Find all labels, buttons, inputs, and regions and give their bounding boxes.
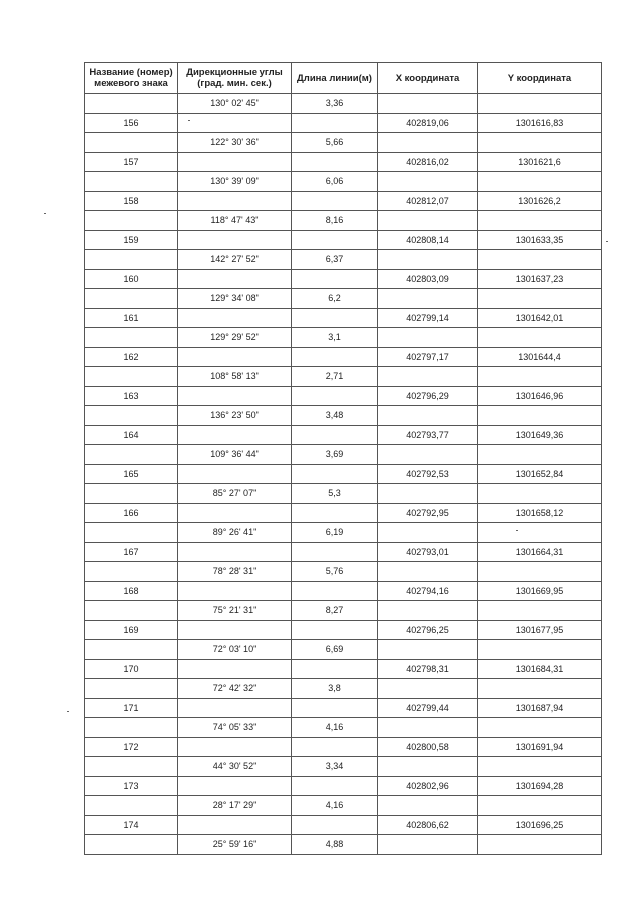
cell-x-coordinate: 402792,53	[378, 464, 478, 484]
cell-y-coordinate: 1301687,94	[478, 698, 602, 718]
cell-direction-angle: 75° 21' 31"	[178, 601, 292, 621]
table-row-point	[85, 698, 602, 718]
table-row-point	[85, 737, 602, 757]
cell-direction-angle: 28° 17' 29"	[178, 796, 292, 816]
cell-empty	[478, 289, 602, 309]
cell-line-length: 6,2	[292, 289, 378, 309]
table-row-point	[85, 464, 602, 484]
cell-x-coordinate: 402802,96	[378, 776, 478, 796]
table-row-segment	[85, 484, 602, 504]
cell-empty	[292, 347, 378, 367]
table-row-point	[85, 113, 602, 133]
cell-empty	[292, 542, 378, 562]
header-x-coordinate: X координата	[378, 63, 478, 94]
cell-marker-name: 159	[85, 230, 178, 250]
cell-empty	[478, 94, 602, 114]
cell-marker-name: 157	[85, 152, 178, 172]
cell-empty	[378, 445, 478, 465]
cell-empty	[478, 835, 602, 855]
cell-empty	[178, 698, 292, 718]
cell-marker-name: 158	[85, 191, 178, 211]
table-row-point	[85, 347, 602, 367]
cell-empty	[178, 113, 292, 133]
cell-direction-angle: 72° 42' 32"	[178, 679, 292, 699]
cell-empty	[378, 133, 478, 153]
cell-marker-name: 163	[85, 386, 178, 406]
table-row-segment	[85, 289, 602, 309]
cell-empty	[292, 152, 378, 172]
cell-empty	[292, 659, 378, 679]
scan-speck	[606, 241, 608, 242]
cell-empty	[178, 620, 292, 640]
cell-y-coordinate: 1301684,31	[478, 659, 602, 679]
cell-empty	[378, 406, 478, 426]
cell-empty	[378, 211, 478, 231]
cell-empty	[178, 815, 292, 835]
cell-x-coordinate: 402798,31	[378, 659, 478, 679]
cell-empty	[478, 367, 602, 387]
cell-line-length: 3,36	[292, 94, 378, 114]
table-row-point	[85, 776, 602, 796]
cell-x-coordinate: 402793,77	[378, 425, 478, 445]
table-row-segment	[85, 562, 602, 582]
table-row-segment	[85, 796, 602, 816]
cell-y-coordinate: 1301642,01	[478, 308, 602, 328]
header-direction-angle: Дирекционные углы (град. мин. сек.)	[178, 63, 292, 94]
cell-line-length: 5,76	[292, 562, 378, 582]
cell-empty	[85, 133, 178, 153]
cell-empty	[85, 250, 178, 270]
table-row-segment	[85, 367, 602, 387]
cell-marker-name: 161	[85, 308, 178, 328]
table-row-point	[85, 191, 602, 211]
table-row-segment	[85, 523, 602, 543]
cell-empty	[378, 835, 478, 855]
cell-y-coordinate: 1301644,4	[478, 347, 602, 367]
cell-empty	[178, 503, 292, 523]
cell-direction-angle: 89° 26' 41"	[178, 523, 292, 543]
scan-speck	[44, 213, 46, 214]
cell-marker-name: 171	[85, 698, 178, 718]
cell-line-length: 8,16	[292, 211, 378, 231]
cell-empty	[292, 464, 378, 484]
cell-empty	[378, 94, 478, 114]
table-row-segment	[85, 718, 602, 738]
cell-empty	[478, 406, 602, 426]
cell-empty	[378, 757, 478, 777]
cell-empty	[378, 250, 478, 270]
cell-line-length: 8,27	[292, 601, 378, 621]
cell-empty	[478, 718, 602, 738]
cell-x-coordinate: 402819,06	[378, 113, 478, 133]
table-row-point	[85, 425, 602, 445]
table-row-segment	[85, 172, 602, 192]
cell-empty	[292, 230, 378, 250]
table-row-point	[85, 542, 602, 562]
cell-empty	[378, 523, 478, 543]
cell-empty	[178, 308, 292, 328]
cell-empty	[85, 406, 178, 426]
cell-y-coordinate: 1301646,96	[478, 386, 602, 406]
cell-empty	[292, 308, 378, 328]
table-row-segment	[85, 328, 602, 348]
cell-x-coordinate: 402808,14	[378, 230, 478, 250]
cell-marker-name: 167	[85, 542, 178, 562]
cell-direction-angle: 78° 28' 31"	[178, 562, 292, 582]
cell-marker-name: 173	[85, 776, 178, 796]
cell-x-coordinate: 402799,14	[378, 308, 478, 328]
cell-line-length: 5,3	[292, 484, 378, 504]
cell-x-coordinate: 402794,16	[378, 581, 478, 601]
cell-empty	[292, 191, 378, 211]
cell-line-length: 2,71	[292, 367, 378, 387]
cell-empty	[378, 718, 478, 738]
table-row-segment	[85, 406, 602, 426]
cell-empty	[85, 796, 178, 816]
cell-marker-name: 162	[85, 347, 178, 367]
cell-empty	[292, 425, 378, 445]
table-row-point	[85, 308, 602, 328]
cell-line-length: 6,06	[292, 172, 378, 192]
cell-direction-angle: 129° 29' 52"	[178, 328, 292, 348]
header-y-coordinate: Y координата	[478, 63, 602, 94]
cell-empty	[478, 640, 602, 660]
cell-line-length: 6,37	[292, 250, 378, 270]
cell-empty	[85, 679, 178, 699]
cell-empty	[178, 542, 292, 562]
cell-empty	[378, 367, 478, 387]
cell-line-length: 6,19	[292, 523, 378, 543]
cell-empty	[478, 445, 602, 465]
cell-marker-name: 160	[85, 269, 178, 289]
cell-y-coordinate: 1301658,12	[478, 503, 602, 523]
cell-y-coordinate: 1301637,23	[478, 269, 602, 289]
cell-empty	[292, 776, 378, 796]
cell-empty	[178, 191, 292, 211]
cell-empty	[378, 601, 478, 621]
cell-line-length: 4,16	[292, 796, 378, 816]
cell-y-coordinate: 1301633,35	[478, 230, 602, 250]
cell-marker-name: 170	[85, 659, 178, 679]
cell-empty	[478, 601, 602, 621]
cell-empty	[178, 230, 292, 250]
cell-empty	[292, 386, 378, 406]
cell-direction-angle: 85° 27' 07"	[178, 484, 292, 504]
cell-empty	[85, 601, 178, 621]
cell-line-length: 3,1	[292, 328, 378, 348]
table-row-point	[85, 269, 602, 289]
cell-empty	[85, 562, 178, 582]
cell-line-length: 4,16	[292, 718, 378, 738]
table-row-segment	[85, 640, 602, 660]
cell-y-coordinate: 1301691,94	[478, 737, 602, 757]
cell-line-length: 4,88	[292, 835, 378, 855]
table-row-segment	[85, 133, 602, 153]
cell-marker-name: 174	[85, 815, 178, 835]
cell-x-coordinate: 402797,17	[378, 347, 478, 367]
cell-x-coordinate: 402800,58	[378, 737, 478, 757]
cell-empty	[292, 620, 378, 640]
cell-empty	[478, 757, 602, 777]
table-row-point	[85, 620, 602, 640]
cell-y-coordinate: 1301652,84	[478, 464, 602, 484]
cell-empty	[85, 445, 178, 465]
cell-empty	[378, 562, 478, 582]
cell-marker-name: 165	[85, 464, 178, 484]
cell-y-coordinate: 1301649,36	[478, 425, 602, 445]
cell-marker-name: 164	[85, 425, 178, 445]
cell-empty	[85, 718, 178, 738]
cell-direction-angle: 129° 34' 08"	[178, 289, 292, 309]
cell-empty	[478, 172, 602, 192]
cell-empty	[85, 94, 178, 114]
cell-empty	[478, 523, 602, 543]
cell-empty	[292, 581, 378, 601]
cell-empty	[178, 776, 292, 796]
cell-empty	[292, 503, 378, 523]
cell-empty	[478, 796, 602, 816]
cell-marker-name: 156	[85, 113, 178, 133]
boundary-coordinates-table	[84, 62, 602, 855]
cell-line-length: 3,8	[292, 679, 378, 699]
cell-direction-angle: 136° 23' 50"	[178, 406, 292, 426]
cell-empty	[85, 640, 178, 660]
cell-y-coordinate: 1301669,95	[478, 581, 602, 601]
cell-empty	[292, 815, 378, 835]
cell-empty	[85, 523, 178, 543]
table-body	[85, 94, 602, 855]
cell-empty	[292, 737, 378, 757]
table-row-point	[85, 815, 602, 835]
cell-line-length: 3,34	[292, 757, 378, 777]
table-row-point	[85, 152, 602, 172]
cell-empty	[292, 113, 378, 133]
cell-empty	[178, 425, 292, 445]
cell-direction-angle: 72° 03' 10"	[178, 640, 292, 660]
cell-empty	[85, 757, 178, 777]
scan-speck	[67, 711, 69, 712]
cell-direction-angle: 130° 02' 45"	[178, 94, 292, 114]
scan-speck	[188, 120, 190, 121]
cell-direction-angle: 25° 59' 16"	[178, 835, 292, 855]
cell-empty	[178, 659, 292, 679]
cell-y-coordinate: 1301626,2	[478, 191, 602, 211]
cell-empty	[178, 269, 292, 289]
cell-x-coordinate: 402792,95	[378, 503, 478, 523]
cell-empty	[85, 328, 178, 348]
cell-x-coordinate: 402793,01	[378, 542, 478, 562]
cell-marker-name: 166	[85, 503, 178, 523]
cell-y-coordinate: 1301621,6	[478, 152, 602, 172]
table-row-point	[85, 503, 602, 523]
cell-empty	[178, 464, 292, 484]
cell-empty	[85, 835, 178, 855]
table-row-point	[85, 230, 602, 250]
cell-marker-name: 172	[85, 737, 178, 757]
cell-line-length: 3,48	[292, 406, 378, 426]
table-row-point	[85, 659, 602, 679]
cell-empty	[85, 172, 178, 192]
cell-line-length: 3,69	[292, 445, 378, 465]
cell-empty	[378, 484, 478, 504]
cell-empty	[85, 289, 178, 309]
cell-empty	[478, 484, 602, 504]
table-header-row	[85, 63, 602, 94]
cell-direction-angle: 122° 30' 36"	[178, 133, 292, 153]
cell-empty	[178, 737, 292, 757]
cell-y-coordinate: 1301616,83	[478, 113, 602, 133]
header-marker-name: Название (номер) межевого знака	[85, 63, 178, 94]
cell-x-coordinate: 402816,02	[378, 152, 478, 172]
cell-x-coordinate: 402796,29	[378, 386, 478, 406]
cell-empty	[478, 211, 602, 231]
cell-marker-name: 168	[85, 581, 178, 601]
cell-empty	[292, 269, 378, 289]
cell-direction-angle: 130° 39' 09"	[178, 172, 292, 192]
table-row-segment	[85, 94, 602, 114]
cell-empty	[378, 679, 478, 699]
cell-empty	[178, 581, 292, 601]
cell-empty	[378, 796, 478, 816]
table-row-segment	[85, 211, 602, 231]
cell-direction-angle: 74° 05' 33"	[178, 718, 292, 738]
cell-direction-angle: 142° 27' 52"	[178, 250, 292, 270]
cell-x-coordinate: 402806,62	[378, 815, 478, 835]
cell-empty	[478, 679, 602, 699]
cell-empty	[478, 250, 602, 270]
cell-empty	[378, 640, 478, 660]
cell-empty	[378, 289, 478, 309]
table-row-segment	[85, 757, 602, 777]
cell-x-coordinate: 402799,44	[378, 698, 478, 718]
cell-line-length: 6,69	[292, 640, 378, 660]
cell-empty	[378, 172, 478, 192]
cell-y-coordinate: 1301696,25	[478, 815, 602, 835]
cell-x-coordinate: 402812,07	[378, 191, 478, 211]
cell-empty	[478, 328, 602, 348]
cell-marker-name: 169	[85, 620, 178, 640]
cell-y-coordinate: 1301694,28	[478, 776, 602, 796]
cell-empty	[178, 386, 292, 406]
table-row-segment	[85, 679, 602, 699]
cell-direction-angle: 44° 30' 52"	[178, 757, 292, 777]
table-row-segment	[85, 835, 602, 855]
cell-empty	[178, 347, 292, 367]
cell-empty	[478, 562, 602, 582]
cell-y-coordinate: 1301677,95	[478, 620, 602, 640]
table-row-segment	[85, 601, 602, 621]
cell-direction-angle: 109° 36' 44"	[178, 445, 292, 465]
cell-x-coordinate: 402803,09	[378, 269, 478, 289]
table-row-point	[85, 386, 602, 406]
header-line-length: Длина линии(м)	[292, 63, 378, 94]
cell-empty	[378, 328, 478, 348]
table-row-segment	[85, 250, 602, 270]
cell-direction-angle: 108° 58' 13"	[178, 367, 292, 387]
cell-y-coordinate: 1301664,31	[478, 542, 602, 562]
cell-empty	[85, 367, 178, 387]
cell-empty	[178, 152, 292, 172]
cell-empty	[478, 133, 602, 153]
table-row-segment	[85, 445, 602, 465]
scan-speck	[516, 530, 518, 531]
cell-line-length: 5,66	[292, 133, 378, 153]
table-row-point	[85, 581, 602, 601]
cell-empty	[85, 211, 178, 231]
cell-empty	[292, 698, 378, 718]
cell-direction-angle: 118° 47' 43"	[178, 211, 292, 231]
cell-empty	[85, 484, 178, 504]
cell-x-coordinate: 402796,25	[378, 620, 478, 640]
